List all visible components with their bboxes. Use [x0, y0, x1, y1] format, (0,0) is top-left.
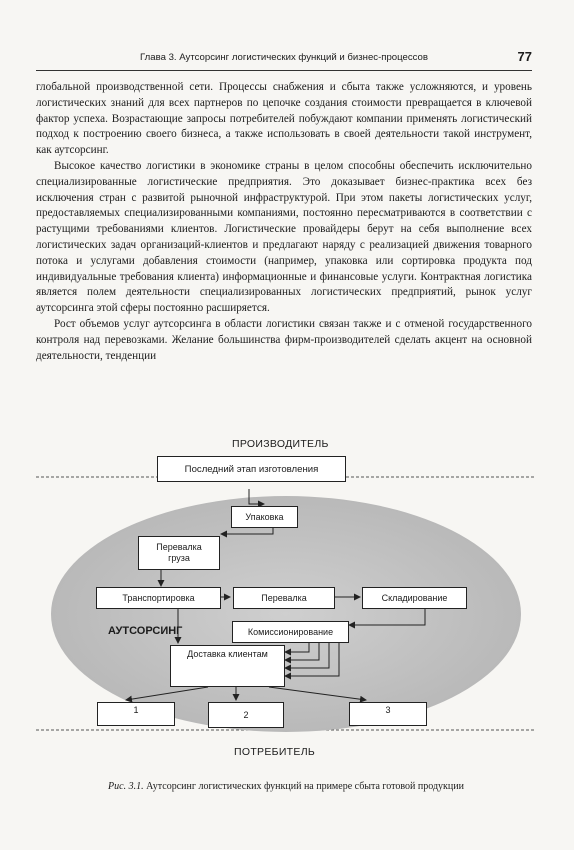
chapter-title: Глава 3. Аутсорсинг логистических функций и бизнес-процессов: [140, 52, 428, 63]
customer-3-box: 3: [349, 702, 427, 726]
producer-label: ПРОИЗВОДИТЕЛЬ: [232, 438, 329, 450]
reload-cargo-line2: груза: [168, 553, 190, 563]
figure-caption: [36, 781, 536, 792]
paragraph: глобальной производственной сети. Процессы снабжения и сбыта также усложняются, и уровень логистических знаний для всех партнеров по цепочке создания стоимости превращается в ключевой фактор успеха. Возрастающие запросы потребителей побуждают компании применять логистический подход к построению своего бизнеса, а также использовать в своей деятельности такой инструмент, как аутсорсинг.: [36, 81, 532, 157]
last-stage-box: Последний этап изготовления: [157, 456, 346, 482]
paragraph: Высокое качество логистики в экономике страны в целом способны обеспечить исключительно специализированные логистические предприятия. Это доказывает бизнес-практика всех без исключения стран с развитой рыночной инфраструктурой. При этом пакеты логистических услуг, предоставляемых специализированными компаниями, постоянно пересматриваются в соответствии с растущими требованиями клиентов. Логистические провайдеры берут на себя выполнение всех логистических задач организаций-клиентов и предлагают наряду с реализацией движения товарного потока и услугами добавления стоимости (например, упаковка или сортировка продукта под индивидуальные требования клиента) информационные и финансовые услуги. Контрактная логистика является полем деятельности специализированных логистических предприятий, рынок услуг аутсорсинга этой сферы постоянно расширяется.: [36, 159, 532, 315]
reload-box: Перевалка: [233, 587, 335, 609]
customer-1-box: 1: [97, 702, 175, 726]
caption-text: Аутсорсинг логистических функций на примере сбыта готовой продукции: [143, 781, 464, 792]
caption-prefix: Рис. 3.1.: [108, 781, 144, 792]
figure-outsourcing-diagram: [36, 432, 536, 772]
reload-cargo-box: [138, 536, 220, 570]
reload-cargo-line1: Перевалка: [156, 542, 202, 552]
customer-2-box: 2: [208, 702, 284, 728]
consumer-label: ПОТРЕБИТЕЛЬ: [234, 746, 316, 758]
page-number: 77: [517, 49, 532, 64]
packing-box: Упаковка: [231, 506, 298, 528]
body-text: [36, 80, 532, 364]
transport-box: Транспортировка: [96, 587, 221, 609]
outsourcing-ellipse: [51, 496, 521, 732]
commission-box: Комиссионирование: [232, 621, 349, 643]
storage-box: Складирование: [362, 587, 467, 609]
delivery-box: Доставка клиентам: [170, 645, 285, 687]
running-header: [36, 49, 532, 68]
header-rule: [36, 70, 532, 71]
outsourcing-label: АУТСОРСИНГ: [108, 625, 183, 637]
paragraph: Рост объемов услуг аутсорсинга в области логистики связан также и с отменой государственного контроля над перевозками. Желание большинства фирм-производителей сделать акцент на основной деятельности, тенденции: [36, 317, 532, 362]
